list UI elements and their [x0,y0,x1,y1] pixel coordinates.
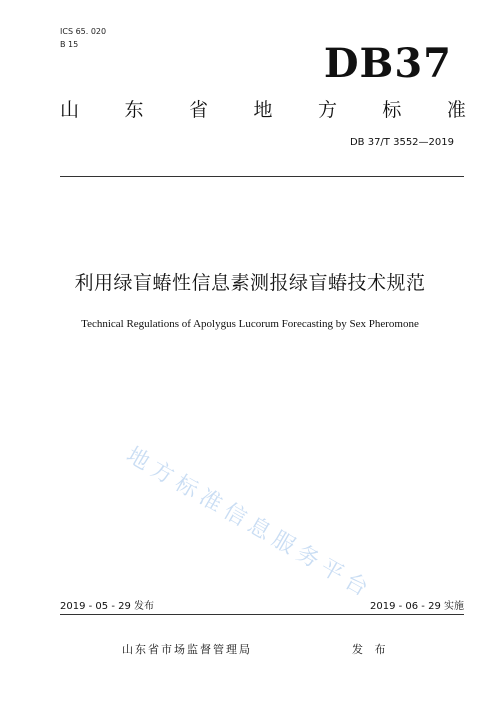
document-title-english: Technical Regulations of Apolygus Lucorum Forecasting by Sex Pheromone [81,318,419,330]
ics-code: ICS 65. 020 [60,27,107,36]
implement-date: 2019 - 06 - 29 实施 [369,601,464,612]
publish-date: 2019 - 05 - 29 发布 [60,601,155,612]
standard-type-char: 准 [446,99,466,121]
standard-type-char: 山 [60,99,80,121]
db37-logo: DB37 [323,40,452,87]
issue-label: 发 布 [352,643,390,656]
standard-type-char: 方 [317,99,337,121]
standard-number: DB 37/T 3552—2019 [349,137,454,148]
standard-type-char: 东 [124,99,144,121]
standard-type-char: 地 [253,99,273,121]
document-title-chinese: 利用绿盲蝽性信息素测报绿盲蝽技术规范 [74,272,426,294]
footer-divider [60,614,464,615]
watermark-text: 地方标准信息服务平台 [122,442,378,605]
standard-type-heading [60,98,466,122]
ccs-code: B 15 [60,40,79,49]
standard-type-char: 省 [188,99,208,121]
issuing-authority: 山东省市场监督管理局 [122,643,252,656]
standard-type-char: 标 [382,99,402,121]
header-divider [60,176,464,177]
